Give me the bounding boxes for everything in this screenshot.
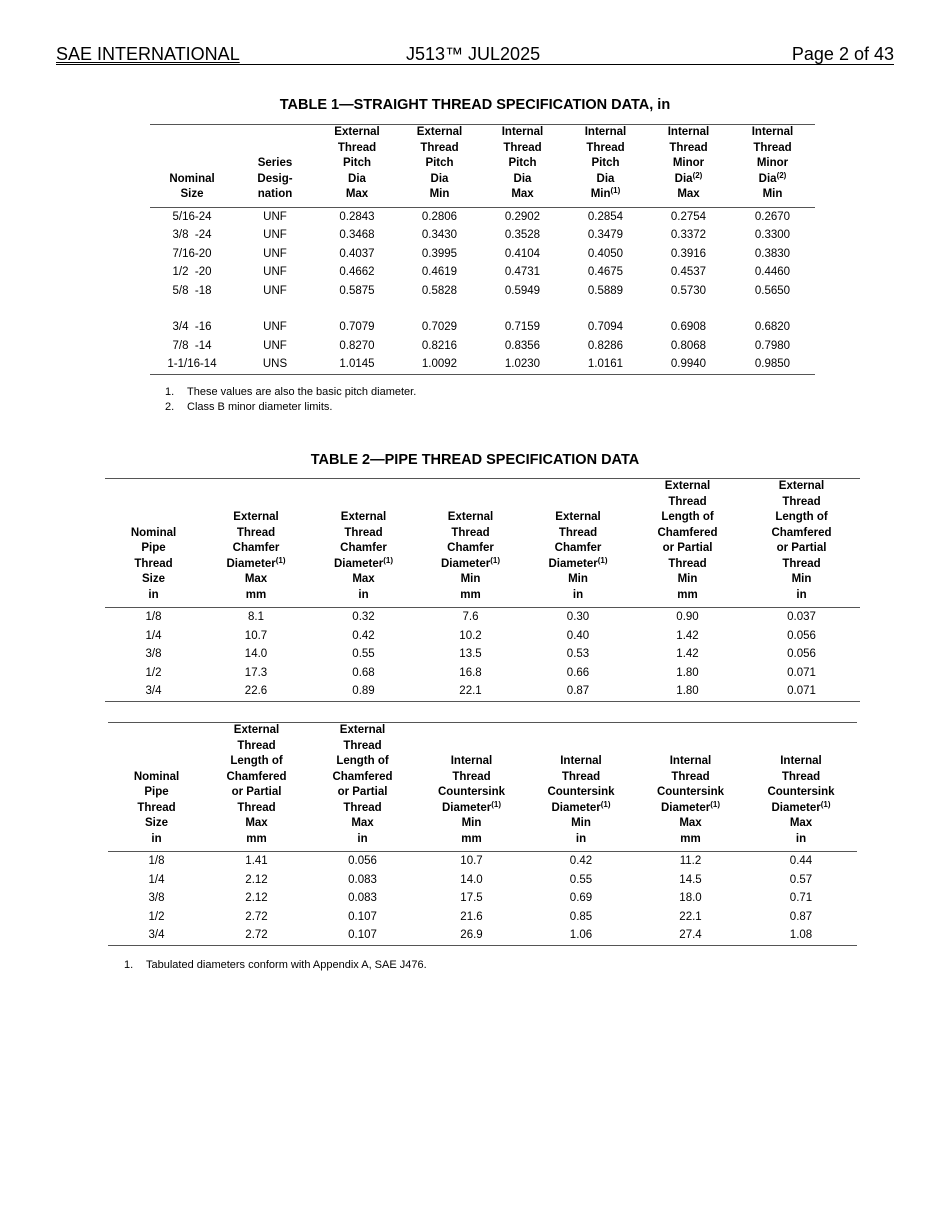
table-cell: 0.083 — [348, 873, 377, 886]
table-cell: 0.3300 — [754, 229, 791, 241]
table2-part-a — [105, 478, 860, 702]
table-cell: 1.41 — [245, 855, 268, 867]
table-cell: 0.107 — [348, 910, 377, 923]
table-cell: 0.6820 — [754, 321, 791, 333]
table-cell: 22.6 — [244, 685, 268, 697]
table-cell: 22.1 — [679, 910, 702, 923]
table-cell: 14.0 — [244, 648, 268, 660]
table2a-header-chamfer-max-mm: External Thread Chamfer Diameter$^{(1)}$ Max mm — [226, 511, 286, 601]
table2b-header-length-max-in: External Thread Length of Chamfered or Partial Thread Max in — [332, 724, 393, 845]
table-cell: 21.6 — [460, 910, 483, 923]
table-cell: 0.7094 — [587, 321, 624, 333]
table1-title: TABLE 1—STRAIGHT THREAD SPECIFICATION DATA, in — [279, 97, 671, 113]
table-cell: 0.3468 — [339, 229, 375, 241]
table-row — [150, 318, 815, 337]
table-cell: UNF — [263, 229, 287, 241]
table-cell: 1/4 — [145, 629, 162, 642]
table2-title: TABLE 2—PIPE THREAD SPECIFICATION DATA — [310, 452, 640, 468]
table-cell: 0.4050 — [587, 247, 624, 260]
table2a-header-chamfer-max-in: External Thread Chamfer Diameter$^{(1)}$ Max in — [334, 511, 393, 601]
table-cell: 0.5889 — [587, 284, 624, 297]
header-doc-id: J513™ JUL2025 — [406, 44, 541, 64]
table-cell: 0.4037 — [339, 247, 375, 260]
table-cell: 1.0092 — [421, 358, 458, 370]
table-cell: 27.4 — [679, 929, 702, 941]
table-cell: 17.3 — [244, 666, 268, 679]
table-row — [105, 627, 860, 646]
header-org: SAE INTERNATIONAL — [56, 44, 240, 64]
table-cell: UNS — [262, 358, 288, 370]
table-cell: 0.7159 — [504, 321, 541, 333]
table-cell: 1/8 — [148, 855, 165, 867]
table-row — [150, 337, 815, 356]
table-row — [150, 207, 815, 226]
table1-header-nominal-size: Nominal Size — [169, 172, 215, 200]
table-cell: 0.2670 — [754, 210, 791, 223]
table-row — [108, 908, 857, 927]
table-cell: 0.42 — [569, 855, 593, 867]
table-cell: 0.32 — [352, 611, 375, 623]
table-cell: 0.5949 — [504, 284, 541, 297]
table-row — [108, 852, 857, 871]
table1-header-int-pitch-min: Internal Thread Pitch Dia Min$^{(1)}$ — [584, 126, 627, 200]
table1-footnote-2: 2. Class B minor diameter limits. — [165, 401, 333, 413]
table-cell: 0.85 — [569, 910, 593, 923]
table2b-header-countersink-min-mm: Internal Thread Countersink Diameter$^{(1)}$ Min mm — [437, 755, 506, 845]
table2-footnote-1: 1. Tabulated diameters conform with Appendix A, SAE J476. — [124, 959, 427, 971]
table-cell: 3/4 — [145, 685, 162, 697]
table-cell: 1.80 — [676, 666, 699, 679]
table-cell: 0.69 — [569, 892, 593, 904]
table-cell: UNF — [263, 339, 287, 352]
table-cell: 18.0 — [679, 892, 702, 904]
table-cell: 0.40 — [566, 629, 590, 642]
table-cell: 0.3528 — [504, 229, 541, 241]
table-cell: 1.06 — [569, 929, 593, 941]
table2a-header-nominal-size: Nominal Pipe Thread Size in — [130, 526, 177, 601]
table-row — [108, 889, 857, 908]
table-cell: 0.5730 — [670, 284, 707, 297]
table-cell: UNF — [263, 247, 287, 260]
table1-header-series: Series Desig- nation — [257, 157, 293, 200]
table-cell: 0.3372 — [670, 229, 707, 241]
table-cell: 7/16-20 — [172, 247, 212, 260]
table-cell: 3/4 — [148, 929, 165, 941]
table-cell: 0.2843 — [339, 210, 375, 223]
table-cell: 0.57 — [789, 873, 813, 886]
table-cell: 5/16-24 — [172, 210, 212, 223]
table-cell: 5/8 -18 — [172, 284, 212, 297]
table-row — [150, 226, 815, 245]
table-cell: 13.5 — [459, 648, 482, 660]
table-cell: 0.7079 — [339, 321, 375, 333]
table-cell: 0.87 — [789, 910, 813, 923]
table-cell: 0.3995 — [421, 247, 458, 260]
table-cell: 0.55 — [352, 648, 375, 660]
table-cell: 22.1 — [459, 685, 482, 697]
table2b-header-nominal-size: Nominal Pipe Thread Size in — [133, 770, 180, 845]
table2b-header-countersink-max-in: Internal Thread Countersink Diameter$^{(1)}$ Max in — [767, 755, 835, 845]
table-cell: 0.8216 — [421, 339, 458, 352]
table2-part-b — [108, 722, 857, 946]
table-cell: 1.0145 — [339, 358, 375, 370]
table1-header-int-minor-min: Internal Thread Minor Dia$^{(2)}$ Min — [751, 126, 794, 200]
table-row — [150, 282, 815, 301]
table-cell: 0.5650 — [754, 284, 791, 297]
table-cell: 0.6908 — [670, 321, 707, 333]
table1-body — [150, 207, 815, 374]
table2a-body — [105, 608, 860, 702]
table-cell: 1/2 -20 — [172, 266, 212, 278]
table-cell: 0.037 — [787, 611, 816, 623]
table-cell: 0.4104 — [504, 247, 541, 260]
table-row — [105, 682, 860, 701]
table1-footnote-1: 1. These values are also the basic pitch diameter. — [165, 386, 417, 398]
table-cell: 0.3479 — [587, 229, 624, 241]
table-cell: 2.72 — [245, 929, 268, 941]
table2a-header-length-min-in: External Thread Length of Chamfered or Partial Thread Min in — [771, 480, 832, 601]
table2b-header-countersink-max-mm: Internal Thread Countersink Diameter$^{(1)}$ Max mm — [656, 755, 725, 845]
table-cell: 0.2806 — [421, 210, 458, 223]
table-cell: 1.08 — [789, 929, 813, 941]
table-cell: 0.083 — [348, 892, 377, 904]
table-cell: 0.071 — [787, 685, 816, 697]
table-cell: 0.3830 — [754, 247, 791, 260]
table-cell: UNF — [263, 266, 287, 278]
table-row — [105, 608, 860, 627]
table-cell: 3/8 — [148, 892, 165, 904]
table-cell: 10.7 — [460, 855, 483, 867]
table-cell: 0.8068 — [670, 339, 707, 352]
table-cell: 1/2 — [145, 666, 162, 679]
table-cell: 7.6 — [462, 611, 479, 623]
table-row — [150, 263, 815, 282]
table-cell: 1/4 — [148, 873, 165, 886]
table-cell: 8.1 — [248, 611, 264, 623]
table-cell: 0.5828 — [421, 284, 458, 297]
table-spacer-row — [150, 300, 815, 318]
table-cell: 0.44 — [789, 855, 813, 867]
table-cell: 0.4662 — [339, 266, 375, 278]
table-cell: 0.2902 — [504, 210, 541, 223]
table-cell: 0.107 — [348, 929, 377, 941]
table-cell: 0.4537 — [670, 266, 707, 278]
table-cell: 14.0 — [460, 873, 483, 886]
table-cell: 26.9 — [460, 929, 483, 941]
table-cell: 1.42 — [676, 648, 699, 660]
table-cell: 0.71 — [789, 892, 813, 904]
table-cell: 0.42 — [352, 629, 375, 642]
table1-header-ext-pitch-max: External Thread Pitch Dia Max — [334, 126, 380, 200]
table-cell: 1.80 — [676, 685, 699, 697]
table-cell: 0.3430 — [421, 229, 458, 241]
table-cell: 0.2754 — [670, 210, 707, 223]
table-cell: 3/8 -24 — [172, 229, 212, 241]
table-row — [108, 871, 857, 890]
table1 — [150, 124, 815, 375]
table-cell: 16.8 — [459, 666, 482, 679]
table-cell: 0.7980 — [754, 339, 791, 352]
table-cell: 0.53 — [566, 648, 590, 660]
table-cell: 0.8270 — [339, 339, 375, 352]
table2a-header-row — [105, 479, 860, 608]
table-cell: 1/8 — [145, 611, 162, 623]
table-cell: 0.87 — [566, 685, 590, 697]
table-cell: 11.2 — [679, 855, 702, 867]
page-header — [56, 44, 894, 65]
table2b-header-countersink-min-in: Internal Thread Countersink Diameter$^{(1)}$ Min in — [547, 755, 615, 845]
table-row — [105, 664, 860, 683]
table1-header-int-minor-max: Internal Thread Minor Dia$^{(2)}$ Max — [667, 126, 710, 200]
table-cell: 0.056 — [787, 648, 816, 660]
table-cell: 1-1/16-14 — [167, 358, 217, 370]
table2a-header-chamfer-min-mm: External Thread Chamfer Diameter$^{(1)}$ Min mm — [441, 511, 500, 601]
table1-header-ext-pitch-min: External Thread Pitch Dia Min — [416, 126, 463, 200]
table-cell: 17.5 — [460, 892, 483, 904]
table-cell: 0.68 — [352, 666, 375, 679]
table-cell: 0.9940 — [670, 358, 707, 370]
table-row — [150, 245, 815, 264]
table-cell: 0.4619 — [421, 266, 458, 278]
table-cell: 0.30 — [566, 611, 590, 623]
table-cell: 1.42 — [676, 629, 699, 642]
table-row — [105, 645, 860, 664]
table2b-header-length-max-mm: External Thread Length of Chamfered or Partial Thread Max mm — [226, 724, 287, 845]
table2b-body — [108, 852, 857, 946]
table1-header-int-pitch-max: Internal Thread Pitch Dia Max — [501, 126, 544, 200]
table-cell: 0.056 — [787, 629, 816, 642]
header-page-number: Page 2 of 43 — [791, 44, 894, 64]
table-cell: 0.8286 — [587, 339, 624, 352]
table-cell: 0.89 — [352, 685, 375, 697]
table1-header-row — [150, 125, 815, 208]
table-cell: 2.72 — [245, 910, 268, 923]
table-cell: 2.12 — [245, 873, 268, 886]
table-cell: 0.3916 — [670, 247, 707, 260]
table-cell: 0.90 — [676, 611, 699, 623]
table1-footnotes — [165, 385, 416, 415]
table2a-header-chamfer-min-in: External Thread Chamfer Diameter$^{(1)}$ Min in — [548, 511, 608, 601]
table-cell: 0.9850 — [754, 358, 791, 370]
table-cell: 0.071 — [787, 666, 816, 679]
table-cell: 3/8 — [145, 648, 162, 660]
table-cell: 0.056 — [348, 855, 377, 867]
table-cell: 10.2 — [459, 629, 482, 642]
table-cell: 14.5 — [679, 873, 702, 886]
table-cell: 0.7029 — [421, 321, 458, 333]
table-cell: 10.7 — [244, 629, 268, 642]
table-row — [108, 926, 857, 945]
table-cell: 0.8356 — [504, 339, 541, 352]
table-cell: 0.2854 — [587, 210, 624, 223]
table-cell: 0.5875 — [339, 284, 375, 297]
table-row — [150, 355, 815, 374]
table-cell: UNF — [263, 284, 287, 297]
table2-footnotes — [124, 958, 427, 973]
table-cell: 1.0161 — [587, 358, 624, 370]
table2a-header-length-min-mm: External Thread Length of Chamfered or Partial Thread Min mm — [657, 480, 718, 601]
table-cell: 7/8 -14 — [172, 339, 212, 352]
table-cell: 0.4731 — [504, 266, 541, 278]
table2b-header-row — [108, 723, 857, 852]
table-cell: 1.0230 — [504, 358, 541, 370]
table-cell: 0.66 — [566, 666, 590, 679]
table-cell: 2.12 — [245, 892, 268, 904]
table-cell: UNF — [263, 210, 287, 223]
table-cell: 0.55 — [569, 873, 593, 886]
table-cell: 0.4675 — [587, 266, 624, 278]
table-cell: 0.4460 — [754, 266, 791, 278]
table-cell: 1/2 — [148, 910, 165, 923]
table-cell: UNF — [263, 321, 287, 333]
table-cell: 3/4 -16 — [172, 321, 212, 333]
